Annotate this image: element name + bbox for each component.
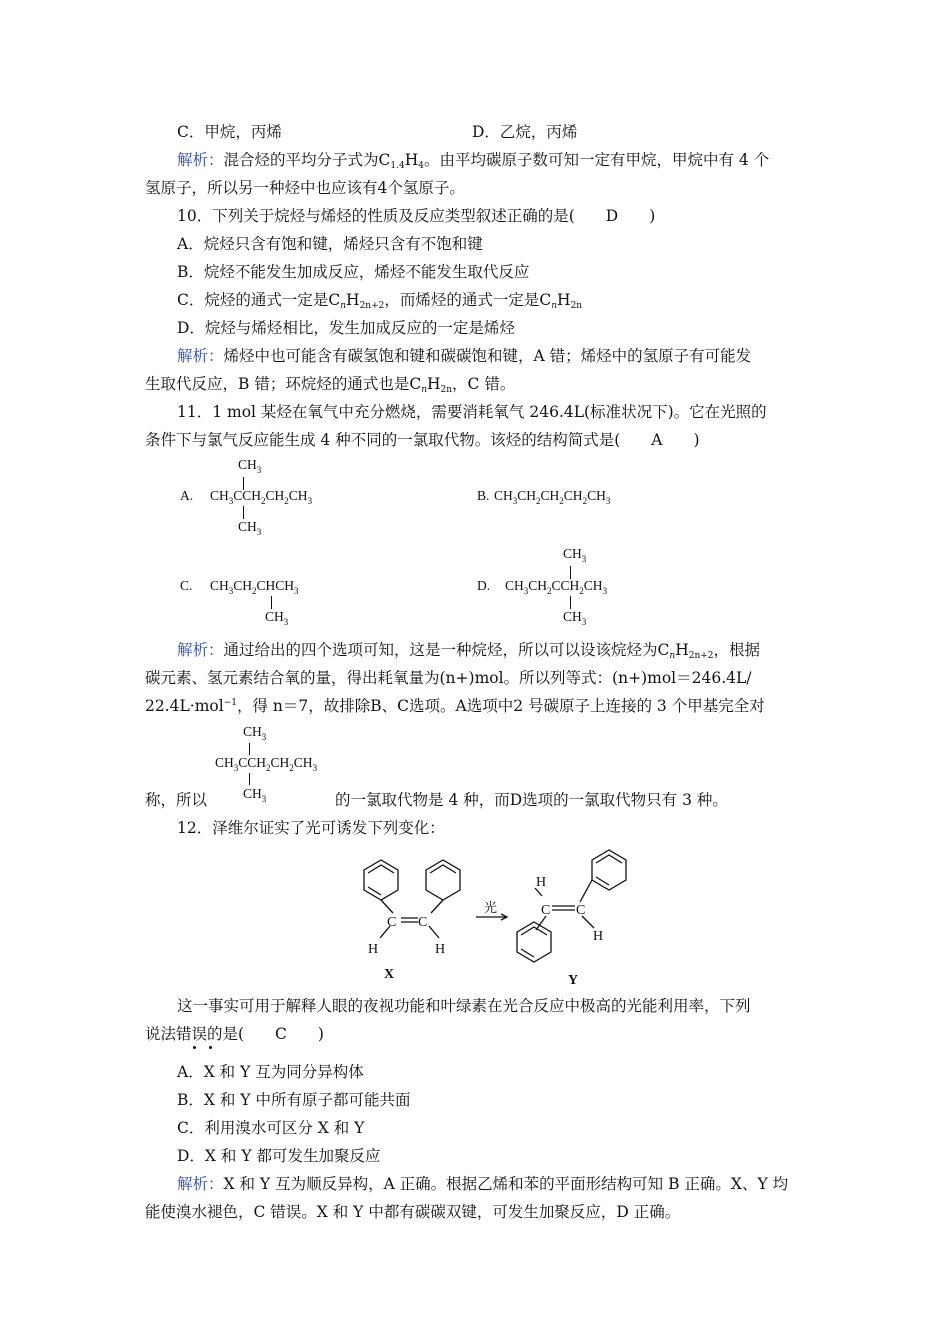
bond — [431, 900, 443, 913]
bond — [368, 865, 394, 873]
benzene-ring — [364, 860, 398, 900]
atom-c: C — [387, 915, 397, 930]
q12-option-a: A．X 和 Y 互为同分异构体 — [177, 1063, 364, 1081]
q12-paragraph-line-2: 说法错误的是( C ) — [145, 1025, 324, 1043]
bond — [570, 596, 571, 609]
q10-stem: 10．下列关于烷烃与烯烃的性质及反应类型叙述正确的是( D ) — [177, 207, 656, 225]
bond — [429, 926, 439, 938]
structure-c-bottom-methyl: $CH_3$ — [265, 609, 289, 627]
q12-option-d: D．X 和 Y 都可发生加聚反应 — [177, 1147, 381, 1165]
arrow-label: 光 — [484, 901, 498, 916]
inline-structure-top-methyl: $CH_3$ — [243, 724, 267, 742]
explanation-label: 解析： — [177, 641, 224, 659]
explanation-label: 解析： — [177, 151, 224, 169]
q11-stem-line-1: 11．1 mol 某烃在氧气中充分燃烧，需要消耗氧气 246.4L(标准状况下)。它在光照的 — [177, 403, 767, 421]
compound-label-x: X — [384, 967, 395, 982]
structure-c-main-chain: $CH_3CH_2CHCH_3$ — [210, 578, 299, 596]
bond — [381, 900, 393, 913]
atom-h: H — [536, 875, 547, 890]
structure-a-top-methyl: $CH_3$ — [238, 457, 262, 475]
atom-c: C — [418, 915, 428, 930]
bond — [249, 743, 250, 755]
bond — [271, 596, 272, 609]
q12-stem: 12．泽维尔证实了光可诱发下列变化： — [177, 819, 445, 837]
structure-d-main-chain: $CH_3CH_2CCH_2CH_3$ — [505, 578, 608, 596]
q12-paragraph-line-1: 这一事实可用于解释人眼的夜视功能和叶绿素在光合反应中极高的光能利用率，下列 — [177, 997, 751, 1015]
q11-explanation-line-1: 解析：通过给出的四个选项可知，这是一种烷烃，所以可以设该烷烃为CnH2n+2，根据 — [177, 641, 761, 661]
q11-option-d-label: D. — [477, 578, 491, 593]
bond — [521, 927, 547, 935]
q12-option-b: B．X 和 Y 中所有原子都可能共面 — [177, 1091, 411, 1109]
compound-label-y: Y — [568, 973, 579, 988]
atom-c: C — [541, 903, 551, 918]
bond — [243, 506, 244, 519]
structure-b-chain: $CH_3CH_2CH_2CH_2CH_3$ — [494, 488, 611, 506]
explanation-label: 解析： — [177, 1175, 224, 1193]
benzene-ring — [517, 922, 551, 962]
q11-explanation-line-4: 称，所以 的一氯取代物是 4 种，而D选项的一氯取代物只有 3 种。 — [145, 791, 728, 809]
q9-option-d: D．乙烷，丙烯 — [472, 123, 578, 141]
inline-structure-bottom-methyl: $CH_3$ — [243, 786, 267, 804]
atom-h: H — [435, 942, 446, 957]
q10-explanation-line-2: 生取代反应，B 错；环烷烃的通式也是CnH2n，C 错。 — [145, 375, 516, 395]
benzene-ring — [592, 850, 626, 890]
q9-explanation-line-2: 氢原子，所以另一种烃中也应该有4个氢原子。 — [145, 179, 465, 197]
atom-h: H — [593, 929, 604, 944]
q12-option-c: C．利用溴水可区分 X 和 Y — [177, 1119, 365, 1137]
q10-option-b: B．烷烃不能发生加成反应，烯烃不能发生取代反应 — [177, 263, 530, 281]
bond — [430, 865, 456, 873]
inline-structure-main-chain: $CH_3CCH_2CH_2CH_3$ — [215, 755, 318, 773]
structure-d-bottom-methyl: $CH_3$ — [563, 609, 587, 627]
q12-explanation-line-1: 解析：X 和 Y 互为顺反异构，A 正确。根据乙烯和苯的平面形结构可知 B 正确。X、Y 均 — [177, 1175, 789, 1193]
q11-explanation-line-3: 22.4L·mol$^{-1}$，得 n＝7，故排除B、C选项。A选项中2 号碳原子上连接的 3 个甲基完全对 — [145, 697, 765, 715]
explanation-label: 解析： — [177, 347, 224, 365]
q11-explanation-line-2: 碳元素、氢元素结合氧的量，得出耗氧量为(n+)mol。所以列等式：(n+)mol＝246.4L/ — [145, 669, 752, 687]
benzene-ring — [426, 860, 460, 900]
structure-a-main-chain: $CH_3CCH_2CH_2CH_3$ — [210, 488, 313, 506]
q10-option-c: C．烷烃的通式一定是CnH2n+2，而烯烃的通式一定是CnH2n — [177, 291, 583, 311]
bond — [596, 855, 622, 863]
q12-explanation-line-2: 能使溴水褪色，C 错误。X 和 Y 中都有碳碳双键，可发生加聚反应，D 正确。 — [145, 1203, 681, 1221]
bond — [580, 880, 592, 902]
q9-explanation-line-1: 解析：混合烃的平均分子式为C1.4H4。由平均碳原子数可知一定有甲烷，甲烷中有 4 个 — [177, 151, 770, 171]
bond — [249, 773, 250, 785]
q10-option-d: D．烷烃与烯烃相比，发生加成反应的一定是烯烃 — [177, 319, 515, 337]
emphasis-dot — [209, 1046, 212, 1049]
q11-option-b-label: B. — [477, 488, 490, 503]
q11-option-c-label: C. — [180, 578, 193, 593]
structure-d-top-methyl: $CH_3$ — [563, 546, 587, 564]
q11-stem-line-2: 条件下与氯气反应能生成 4 种不同的一氯取代物。该烃的结构简式是( A ) — [145, 431, 700, 449]
structure-a-bottom-methyl: $CH_3$ — [238, 519, 262, 537]
q10-explanation-line-1: 解析：烯烃中也可能含有碳氢饱和键和碳碳饱和键，A 错；烯烃中的氢原子有可能发 — [177, 347, 752, 365]
atom-h: H — [368, 942, 379, 957]
q11-option-a-label: A. — [180, 488, 194, 503]
emphasis-dot — [193, 1046, 196, 1049]
reaction-diagram — [330, 840, 650, 990]
atom-c: C — [576, 903, 586, 918]
q10-option-a: A．烷烃只含有饱和键，烯烃只含有不饱和键 — [177, 235, 483, 253]
q9-option-c: C．甲烷，丙烯 — [177, 123, 282, 141]
